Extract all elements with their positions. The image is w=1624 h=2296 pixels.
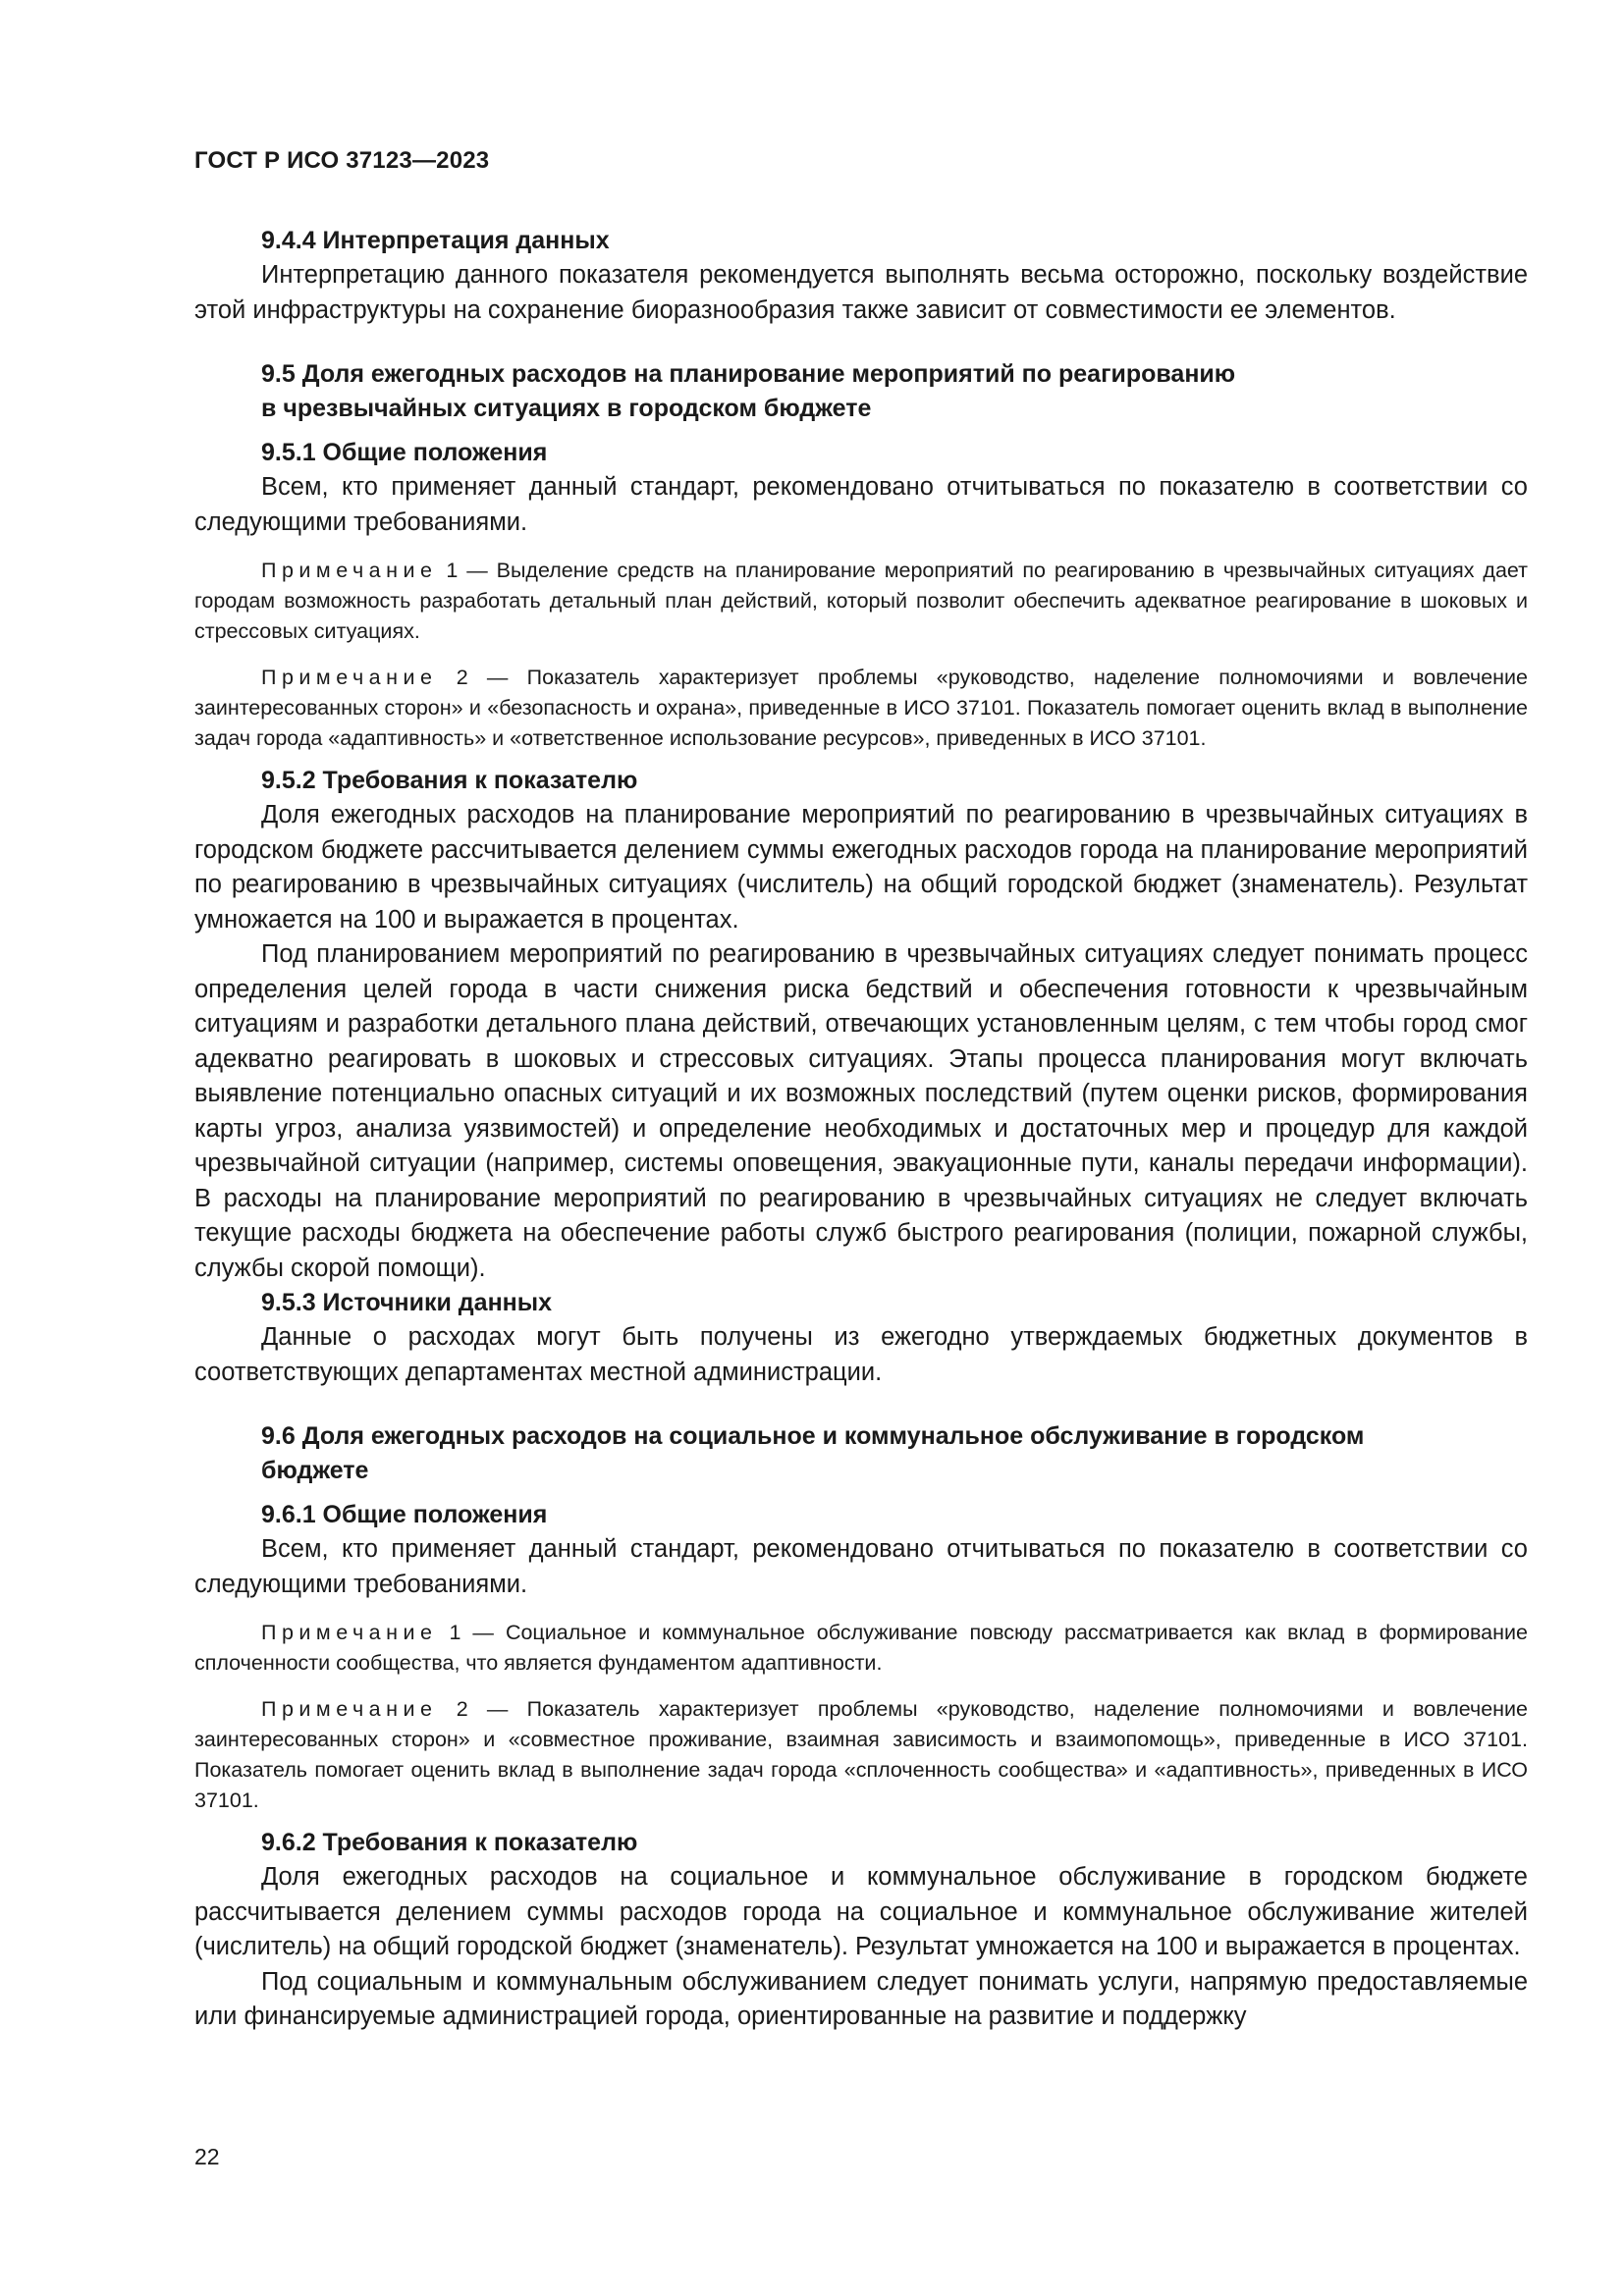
note-label: Примечание	[261, 1621, 438, 1644]
standard-code-header: ГОСТ Р ИСО 37123—2023	[194, 147, 490, 174]
paragraph-9-5-3-1: Данные о расходах могут быть получены из ежегодно утверждаемых бюджетных документов в соответствующих департаментах местной администрации.	[194, 1323, 1528, 1386]
note-9-5-1-2	[194, 663, 1528, 754]
heading-9-5-line1: 9.5 Доля ежегодных расходов на планирование мероприятий по реагированию	[261, 360, 1236, 388]
heading-9-5-2: 9.5.2 Требования к показателю	[261, 767, 638, 794]
heading-9-5-line2: в чрезвычайных ситуациях в городском бюджете	[261, 395, 872, 422]
note-9-5-1-1	[194, 556, 1528, 647]
paragraph-9-6-2-2: Под социальным и коммунальным обслуживанием следует понимать услуги, напрямую предоставляемые или финансируемые администрацией города, ориентированные на развитие и поддержку	[194, 1967, 1528, 2030]
paragraph-9-6-2-1: Доля ежегодных расходов на социальное и коммунальное обслуживание в городском бюджете рассчитывается делением суммы расходов города на социальное и коммунальное обслуживание жителей (числитель) на общий городской бюджет (знаменатель). Результат умножается на 100 и выражается в процентах.	[194, 1863, 1528, 1960]
note-text: 1 — Социальное и коммунальное обслуживание повсюду рассматривается как вклад в формирование сплоченности сообщества, что является фундаментом адаптивности.	[194, 1621, 1528, 1675]
heading-9-6-line2: бюджете	[261, 1457, 369, 1484]
note-label: Примечание	[261, 666, 438, 689]
heading-9-5-1: 9.5.1 Общие положения	[261, 439, 548, 466]
heading-9-6-1: 9.6.1 Общие положения	[261, 1501, 548, 1528]
page-content	[194, 224, 1528, 2035]
document-page	[194, 0, 1528, 2296]
heading-9-6-2: 9.6.2 Требования к показателю	[261, 1829, 638, 1856]
heading-9-4-4: 9.4.4 Интерпретация данных	[261, 227, 610, 254]
note-9-6-1-1	[194, 1618, 1528, 1679]
note-text: 2 — Показатель характеризует проблемы «руководство, наделение полномочиями и вовлечение заинтересованных сторон» и «совместное проживание, взаимная зависимость и взаимопомощь», приведенные в ИСО 37101. Показатель помогает оценить вклад в выполнение задач города «сплоченность сообщества» и «адаптивность», приведенных в ИСО 37101.	[194, 1697, 1528, 1812]
note-label: Примечание	[261, 559, 438, 582]
page-number: 22	[194, 2144, 220, 2169]
heading-9-5-3: 9.5.3 Источники данных	[261, 1289, 553, 1316]
paragraph-9-6-1-1: Всем, кто применяет данный стандарт, рекомендовано отчитываться по показателю в соответствии со следующими требованиями.	[194, 1535, 1528, 1598]
paragraph-9-4-4-1: Интерпретацию данного показателя рекомендуется выполнять весьма осторожно, поскольку воздействие этой инфраструктуры на сохранение биоразнообразия также зависит от совместимости ее элементов.	[194, 261, 1528, 324]
paragraph-9-5-1-1: Всем, кто применяет данный стандарт, рекомендовано отчитываться по показателю в соответствии со следующими требованиями.	[194, 473, 1528, 536]
heading-9-6-line1: 9.6 Доля ежегодных расходов на социальное и коммунальное обслуживание в городском	[261, 1422, 1365, 1450]
paragraph-9-5-2-2: Под планированием мероприятий по реагированию в чрезвычайных ситуациях следует понимать процесс определения целей города в части снижения риска бедствий и обеспечения готовности к чрезвычайным ситуациям и разработки детального плана действий, отвечающих установленным целям, с тем чтобы город смог адекватно реагировать в шоковых и стрессовых ситуациях. Этапы процесса планирования могут включать выявление потенциально опасных ситуаций и их возможных последствий (путем оценки рисков, формирования карты угроз, анализа уязвимостей) и определение необходимых и достаточных мер и процедур для каждой чрезвычайной ситуации (например, системы оповещения, эвакуационные пути, каналы передачи информации). В расходы на планирование мероприятий по реагированию в чрезвычайных ситуациях не следует включать текущие расходы бюджета на обеспечение работы служб быстрого реагирования (полиции, пожарной службы, службы скорой помощи).	[194, 940, 1528, 1282]
note-label: Примечание	[261, 1697, 438, 1721]
note-text: 1 — Выделение средств на планирование мероприятий по реагированию в чрезвычайных ситуациях дает городам возможность разработать детальный план действий, который позволит обеспечить адекватное реагирование в шоковых и стрессовых ситуациях.	[194, 559, 1528, 643]
note-9-6-1-2	[194, 1694, 1528, 1816]
note-text: 2 — Показатель характеризует проблемы «руководство, наделение полномочиями и вовлечение заинтересованных сторон» и «безопасность и охрана», приведенные в ИСО 37101. Показатель помогает оценить вклад в выполнение задач города «адаптивность» и «ответственное использование ресурсов», приведенных в ИСО 37101.	[194, 666, 1528, 750]
paragraph-9-5-2-1: Доля ежегодных расходов на планирование мероприятий по реагированию в чрезвычайных ситуациях в городском бюджете рассчитывается делением суммы ежегодных расходов города на планирование мероприятий по реагированию в чрезвычайных ситуациях (числитель) на общий городской бюджет (знаменатель). Результат умножается на 100 и выражается в процентах.	[194, 801, 1528, 934]
